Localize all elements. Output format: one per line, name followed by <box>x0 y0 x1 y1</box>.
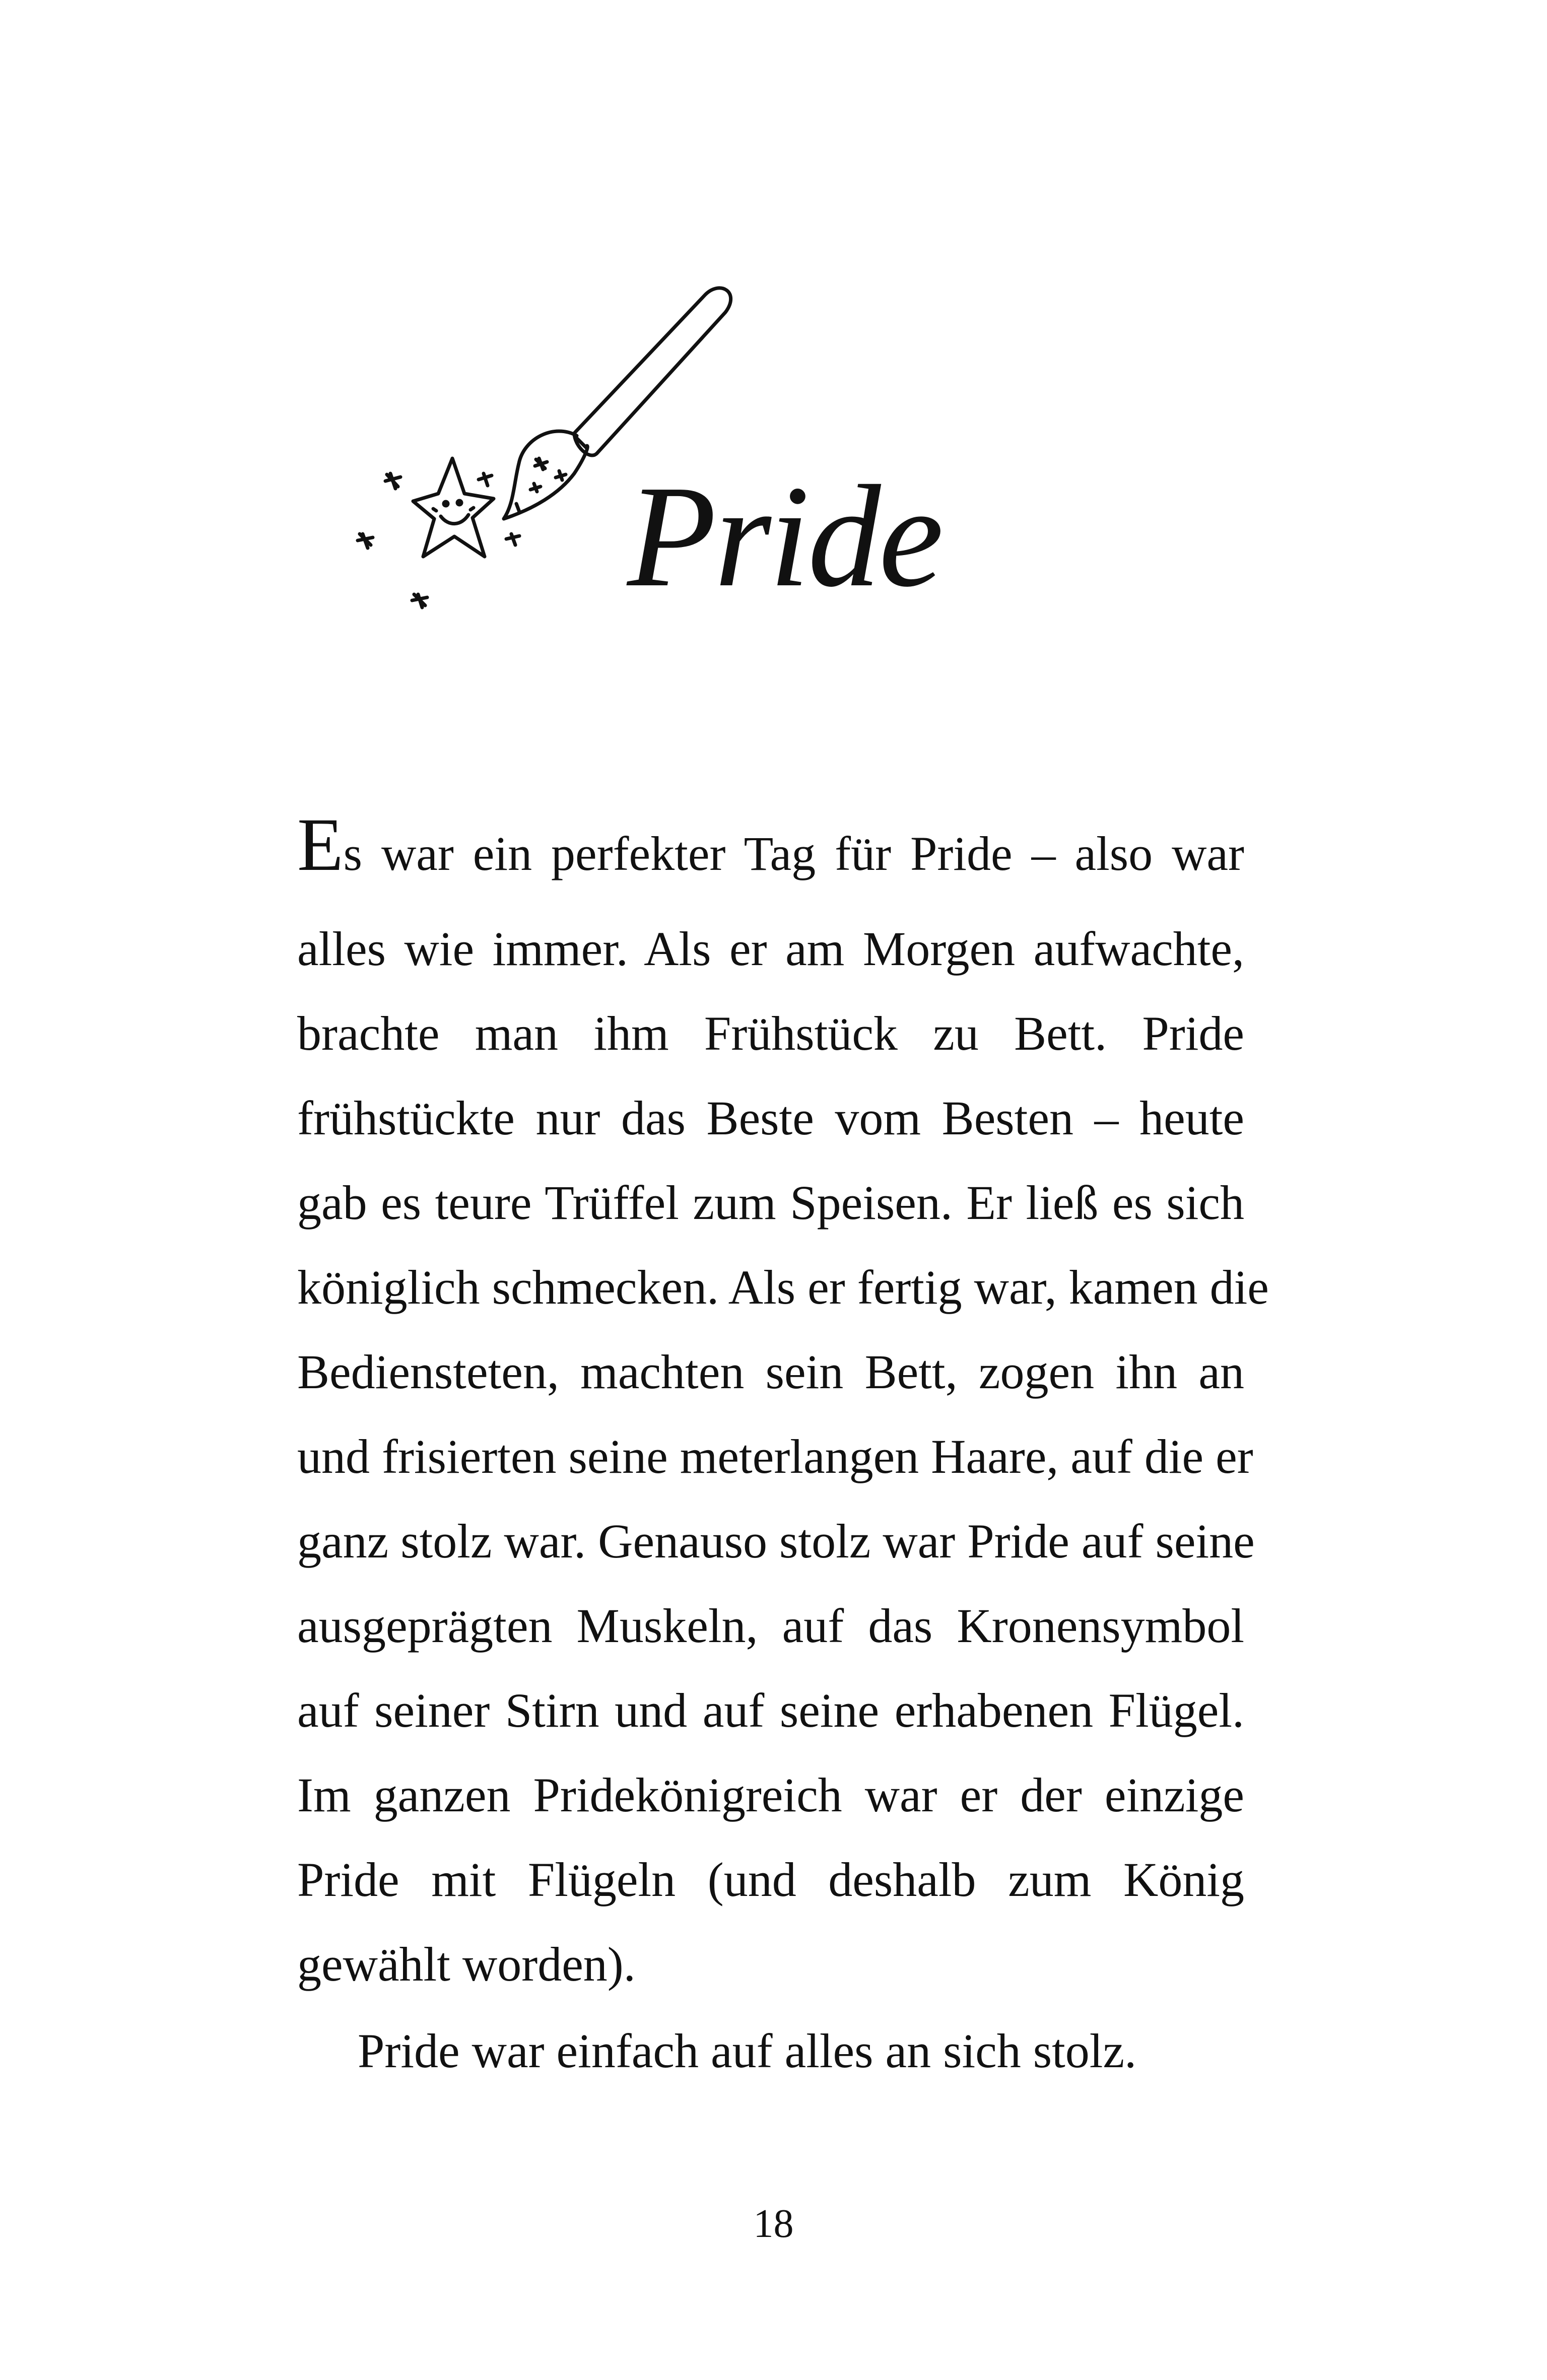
body-text <box>297 801 1269 2093</box>
text-line: alles wie immer. Als er am Morgen aufwachte, <box>297 922 1244 976</box>
text-line: frühstückte nur das Beste vom Besten – heute <box>297 1091 1244 1145</box>
dropcap: E <box>297 803 344 887</box>
text-line: ganz stolz war. Genauso stolz war Pride auf seine <box>297 1514 1255 1568</box>
text-line: gewählt worden). <box>297 1937 636 1991</box>
text-line: königlich schmecken. Als er fertig war, kamen die <box>297 1260 1269 1314</box>
text-line: brachte man ihm Frühstück zu Bett. Pride <box>297 1006 1244 1060</box>
page-number: 18 <box>753 2202 794 2246</box>
text-line: Bediensteten, machten sein Bett, zogen ihn an <box>297 1345 1244 1399</box>
text-line: ausgeprägten Muskeln, auf das Kronensymbol <box>297 1599 1244 1653</box>
chapter-title: Pride <box>627 455 942 617</box>
text-line: und frisierten seine meterlangen Haare, auf die er <box>297 1430 1253 1483</box>
paragraph: Pride war einfach auf alles an sich stolz. <box>358 2024 1137 2078</box>
text-line: auf seiner Stirn und auf seine erhabenen Flügel. <box>297 1683 1244 1737</box>
text-line: Pride mit Flügeln (und deshalb zum König <box>297 1853 1244 1907</box>
text-line: Es war ein perfekter Tag für Pride – also war <box>297 803 1244 887</box>
text-line: Im ganzen Pridekönigreich war er der einzige <box>297 1768 1244 1822</box>
text-line: gab es teure Trüffel zum Speisen. Er ließ es sich <box>297 1176 1244 1230</box>
